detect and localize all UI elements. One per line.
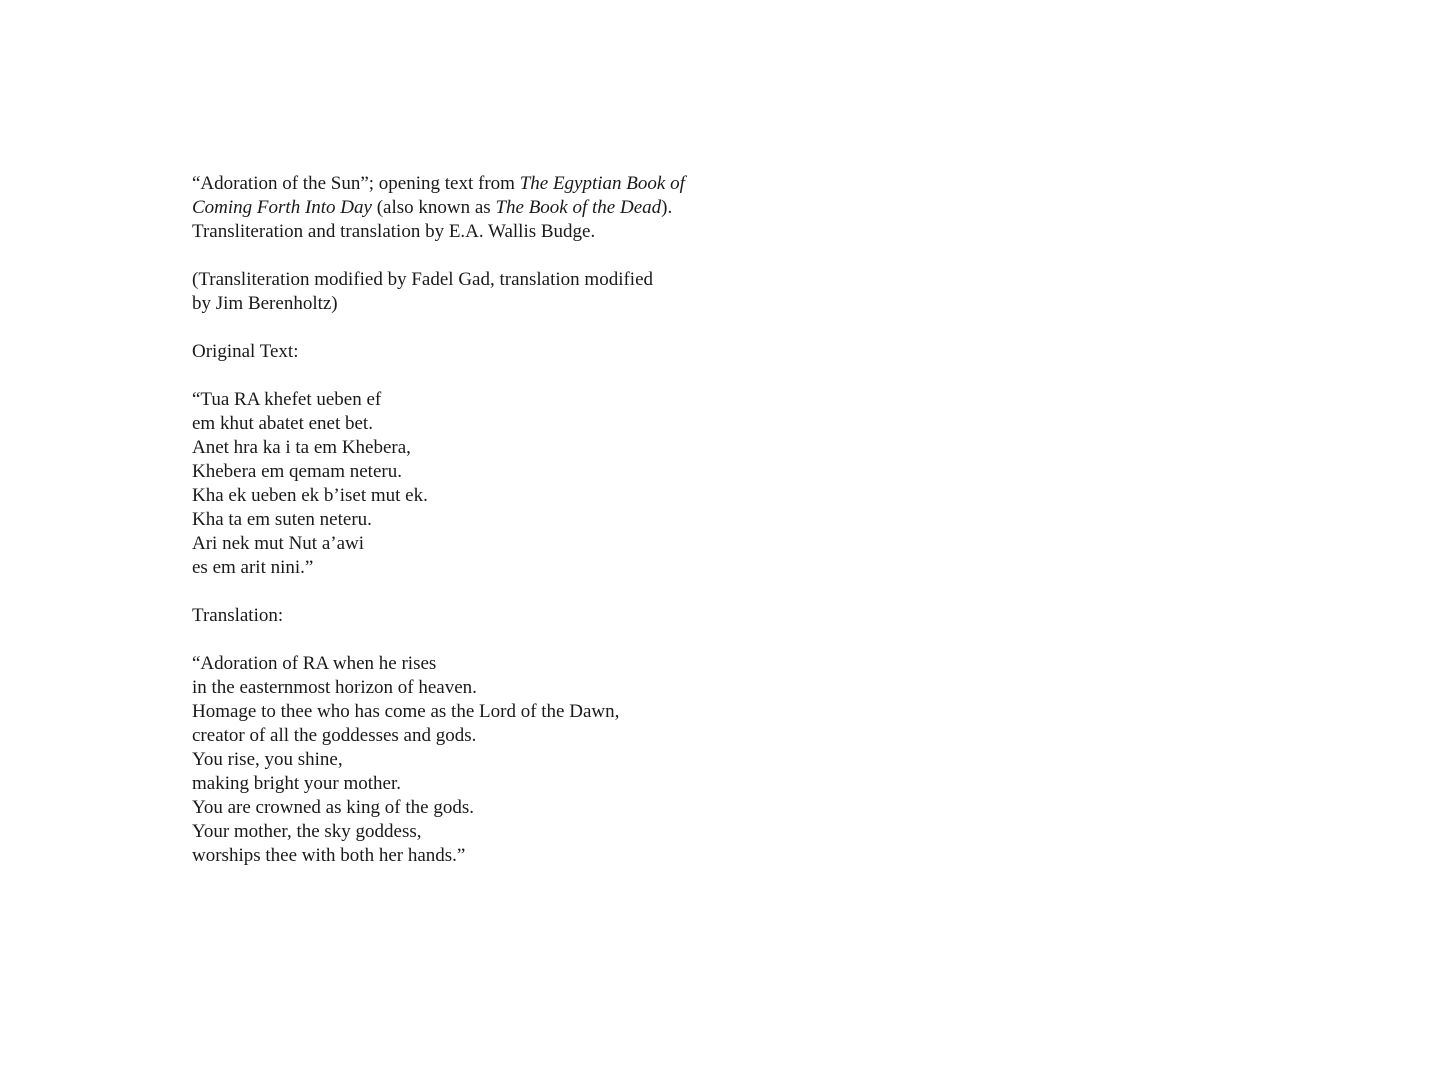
original-verse-line: Kha ta em suten neteru. (192, 509, 372, 530)
paragraph-gap (192, 244, 752, 268)
paragraph-gap (192, 580, 752, 604)
modification-line-2: by Jim Berenholtz) (192, 293, 338, 314)
book-title-italic: The Egyptian Book of (519, 173, 685, 194)
original-verse-line: “Tua RA khefet ueben ef (192, 389, 382, 410)
intro-text: (also known as (371, 197, 496, 218)
intro-line-1 (192, 172, 752, 196)
paragraph-gap (192, 628, 752, 652)
original-verse-line: Khebera em qemam neteru. (192, 461, 402, 482)
original-verse-line: Anet hra ka i ta em Khebera, (192, 437, 411, 458)
book-title-italic: Coming Forth Into Day (192, 197, 372, 218)
translation-verse-line: You are crowned as king of the gods. (192, 797, 474, 818)
intro-line-2 (192, 196, 752, 220)
translation-verse-line: in the easternmost horizon of heaven. (192, 677, 477, 698)
paragraph-gap (192, 364, 752, 388)
paragraph-gap (192, 316, 752, 340)
original-verse-line: Ari nek mut Nut a’awi (192, 533, 365, 554)
translation-heading: Translation: (192, 605, 284, 626)
intro-text: ). (661, 197, 673, 218)
original-verse-line: Kha ek ueben ek b’iset mut ek. (192, 485, 428, 506)
alt-title-italic: The Book of the Dead (495, 197, 662, 218)
original-verse-line: em khut abatet enet bet. (192, 413, 373, 434)
translation-verse-line: Your mother, the sky goddess, (192, 821, 422, 842)
translation-verse-line: You rise, you shine, (192, 749, 343, 770)
original-verse-line: es em arit nini.” (192, 557, 314, 578)
original-heading: Original Text: (192, 341, 299, 362)
modification-line-1: (Transliteration modified by Fadel Gad, translation modified (192, 269, 654, 290)
translation-verse-line: worships thee with both her hands.” (192, 845, 466, 866)
translation-verse-line: Homage to thee who has come as the Lord of the Dawn, (192, 701, 620, 722)
translation-verse-line: making bright your mother. (192, 773, 401, 794)
intro-line-3: Transliteration and translation by E.A. Wallis Budge. (192, 221, 596, 242)
translation-verse-line: creator of all the goddesses and gods. (192, 725, 477, 746)
poem-text-block (192, 172, 752, 868)
intro-text: “Adoration of the Sun”; opening text from (192, 173, 520, 194)
translation-verse-line: “Adoration of RA when he rises (192, 653, 437, 674)
